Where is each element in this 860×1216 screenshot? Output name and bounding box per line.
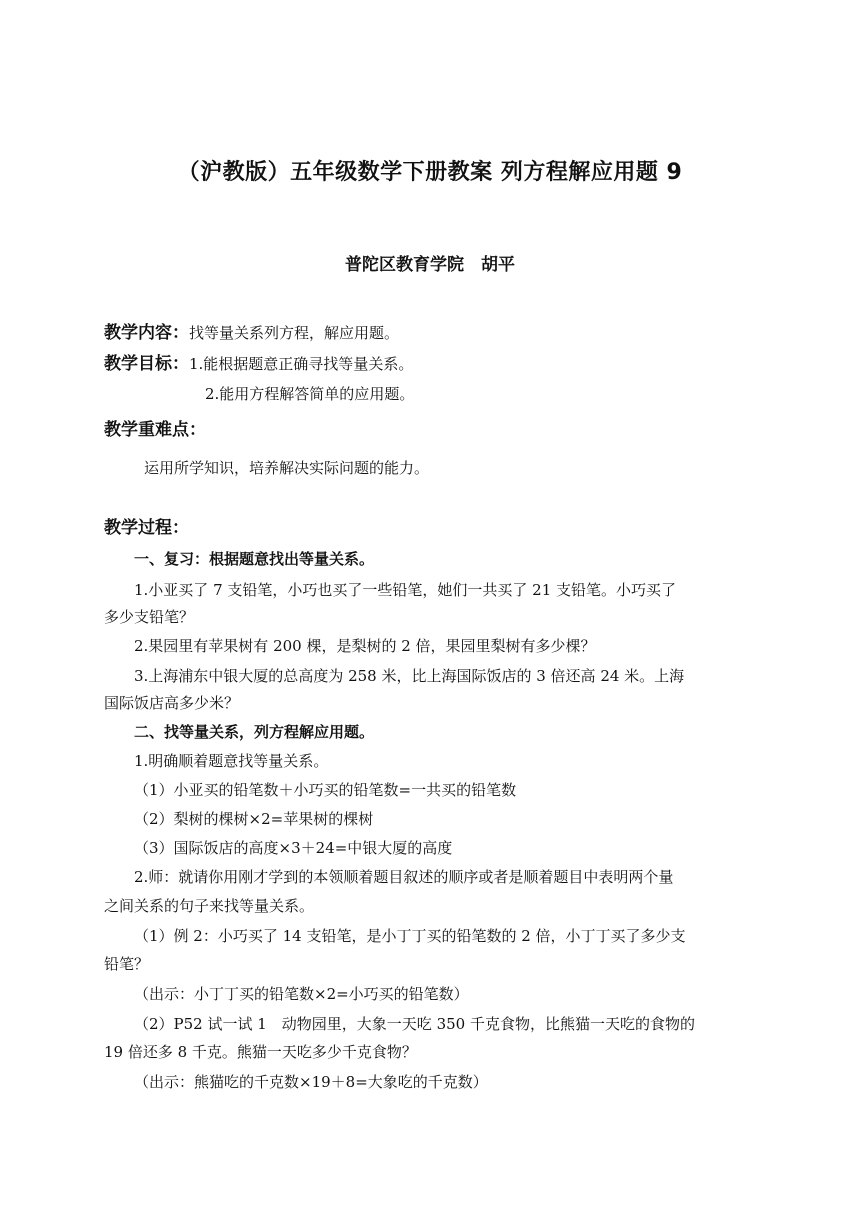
example-2-line2: 19 倍还多 8 千克。熊猫一天吃多少千克食物？ [104,1043,417,1061]
teaching-goal-1: 1.能根据题意正确寻找等量关系。 [189,355,414,373]
review-q1-line1: 1.小亚买了 7 支铅笔，小巧也买了一些铅笔，她们一共买了 21 支铅笔。小巧买了 [134,581,677,599]
example-2-relation: （出示：熊猫吃的千克数×19＋8=大象吃的千克数） [134,1073,488,1091]
teaching-goal-2: 2.能用方程解答简单的应用题。 [205,385,415,403]
difficulty-text: 运用所学知识，培养解决实际问题的能力。 [144,459,430,477]
review-q3-line1: 3.上海浦东中银大厦的总高度为 258 米，比上海国际饭店的 3 倍还高 24 米。上海 [134,667,685,685]
process-label: 教学过程： [104,518,189,538]
step-1: 1.明确顺着题意找等量关系。 [134,752,329,770]
relation-3: （3）国际饭店的高度×3＋24=中银大厦的高度 [134,839,453,857]
example-2-line1: （2）P52 试一试 1 动物园里，大象一天吃 350 千克食物，比熊猫一天吃的食物的 [134,1015,695,1033]
example-1-line2: 铅笔？ [104,955,150,973]
review-q1-line2: 多少支铅笔？ [104,608,195,626]
relation-1: （1）小亚买的铅笔数＋小巧买的铅笔数=一共买的铅笔数 [134,781,517,799]
teaching-content-label: 教学内容： [104,323,189,343]
teaching-goals [104,354,413,374]
section-2-heading: 二、找等量关系，列方程解应用题。 [134,723,375,741]
review-q3-line2: 国际饭店高多少米？ [104,694,240,712]
document-title: （沪教版）五年级数学下册教案 列方程解应用题 9 [177,160,683,185]
teaching-content-text: 找等量关系列方程，解应用题。 [189,324,400,342]
example-1-relation: （出示：小丁丁买的铅笔数×2=小巧买的铅笔数） [134,985,469,1003]
teaching-content [104,323,399,343]
teaching-goals-label: 教学目标： [104,354,189,374]
difficulty-label: 教学重难点： [104,420,206,440]
review-q2: 2.果园里有苹果树有 200 棵，是梨树的 2 倍，果园里梨树有多少棵？ [134,637,596,655]
step-2-line2: 之间关系的句子来找等量关系。 [104,897,315,915]
relation-2: （2）梨树的棵树×2=苹果树的棵树 [134,810,374,828]
step-2-line1: 2.师：就请你用刚才学到的本领顺着题目叙述的顺序或者是顺着题目中表明两个量 [134,868,674,886]
section-1-heading: 一、复习：根据题意找出等量关系。 [134,550,375,568]
example-1-line1: （1）例 2：小巧买了 14 支铅笔，是小丁丁买的铅笔数的 2 倍，小丁丁买了多少支 [134,927,686,945]
author-line: 普陀区教育学院 胡平 [345,255,515,275]
